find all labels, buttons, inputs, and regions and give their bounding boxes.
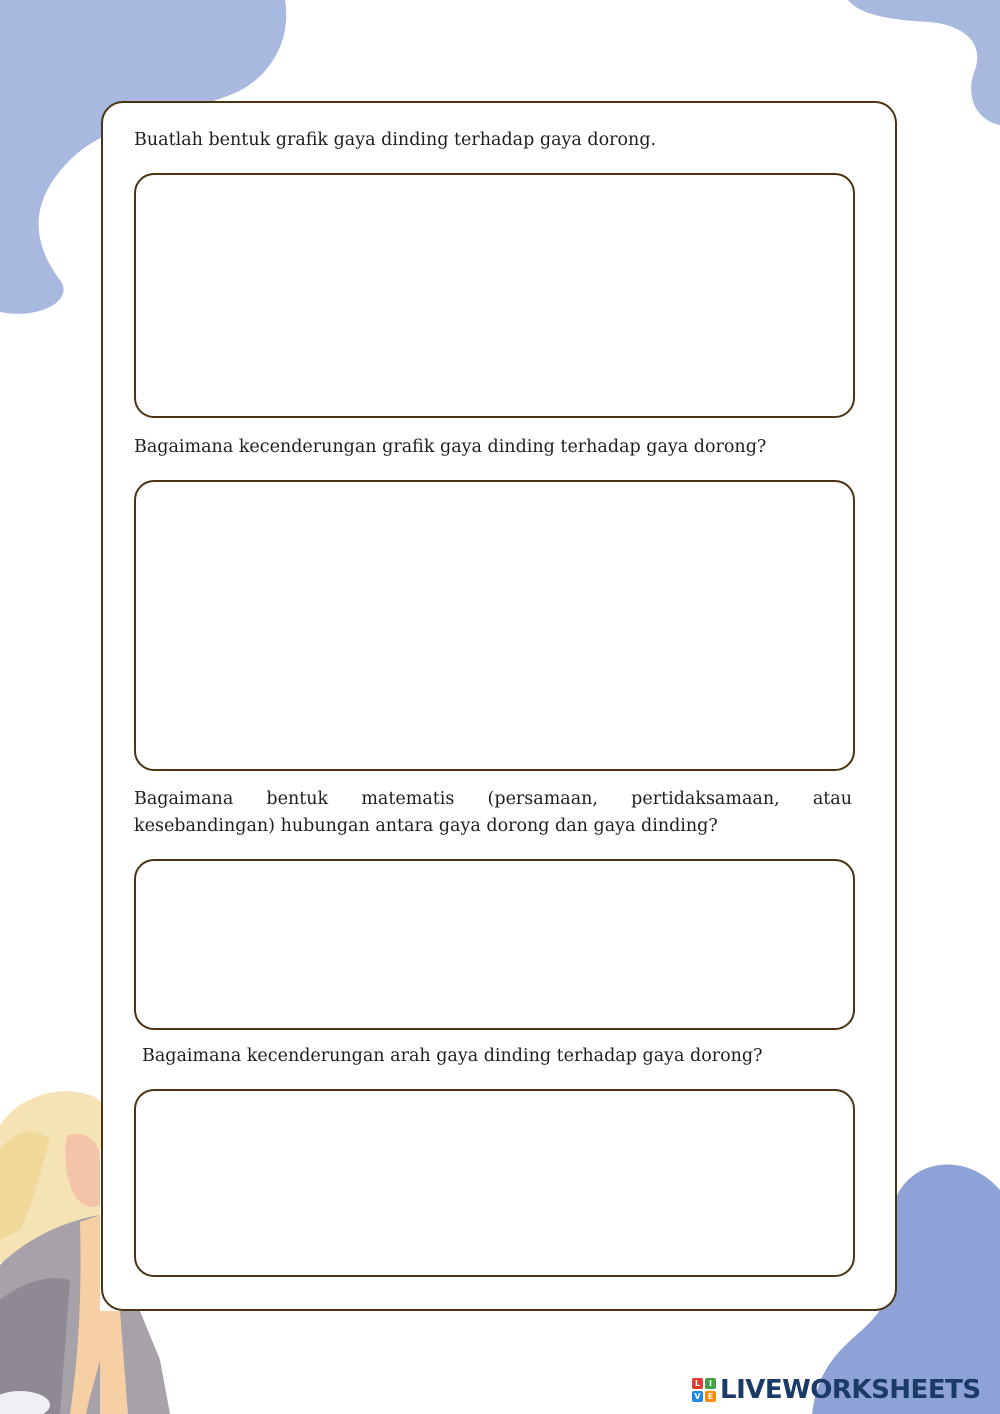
- liveworksheets-logo: [692, 1372, 981, 1408]
- answer-box-1[interactable]: [134, 173, 855, 418]
- answer-box-4[interactable]: [134, 1089, 855, 1277]
- liveworksheets-mark-icon: [692, 1378, 716, 1402]
- question-3-text: Bagaimana bentuk matematis (persamaan, pertidaksamaan, atau kesebandingan) hubungan antara gaya dorong dan gaya dinding?: [134, 789, 852, 836]
- question-1-text: Buatlah bentuk grafik gaya dinding terhadap gaya dorong.: [134, 130, 657, 150]
- mark-letter-i: I: [705, 1378, 716, 1389]
- answer-box-2[interactable]: [134, 480, 855, 771]
- question-2-text: Bagaimana kecenderungan grafik gaya dinding terhadap gaya dorong?: [134, 437, 767, 457]
- liveworksheets-wordmark: LIVEWORKSHEETS: [720, 1375, 981, 1405]
- question-4-text: Bagaimana kecenderungan arah gaya dinding terhadap gaya dorong?: [142, 1046, 763, 1066]
- answer-box-3[interactable]: [134, 859, 855, 1030]
- mark-letter-v: V: [692, 1391, 703, 1402]
- mark-letter-l: L: [692, 1378, 703, 1389]
- mark-letter-e: E: [705, 1391, 716, 1402]
